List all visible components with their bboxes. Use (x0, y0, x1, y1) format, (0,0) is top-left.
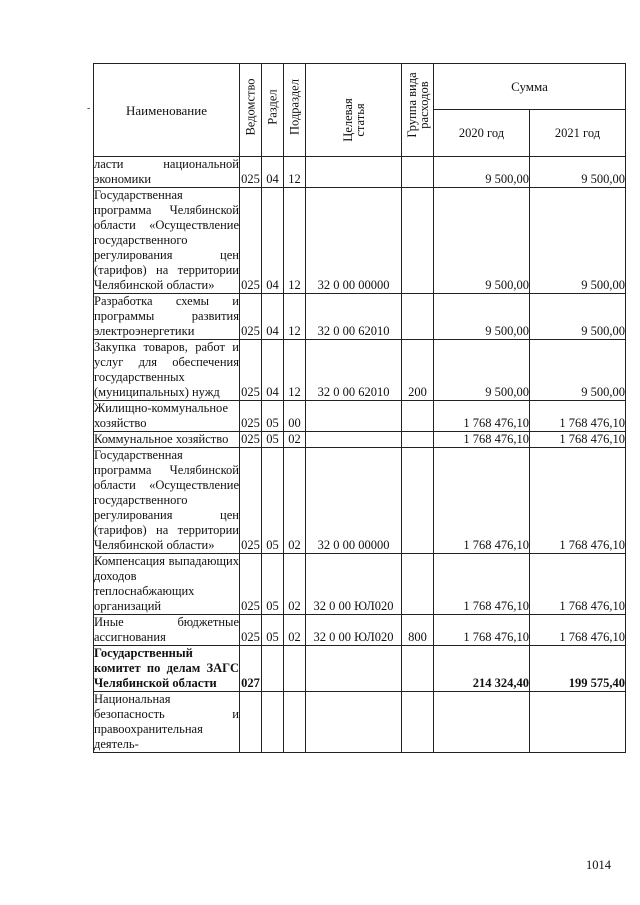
header-vedomstvo-label: Ведомство (243, 78, 257, 136)
header-celevaya-label: Целевая статья (340, 98, 367, 142)
cell-ved: 025 (240, 157, 262, 188)
cell-s2021: 9 500,00 (530, 340, 626, 401)
table-body (94, 157, 626, 753)
cell-cs (306, 692, 402, 753)
table-row (94, 448, 626, 554)
cell-ved (240, 692, 262, 753)
cell-podr: 12 (284, 294, 306, 340)
cell-name: Национальная безопасность и правоохранительная деятель- (94, 692, 239, 751)
cell-podr: 02 (284, 448, 306, 554)
budget-table (93, 63, 626, 753)
cell-cs: 32 0 00 ЮЛ020 (306, 615, 402, 646)
table-row (94, 692, 626, 753)
cell-ved: 025 (240, 340, 262, 401)
cell-name: Государственная программа Челябинской области «Осуществление государственного регулирования цен (тарифов) на территории Челябинской области» (94, 188, 239, 292)
cell-name: Государственная программа Челябинской области «Осуществление государственного регулирования цен (тарифов) на территории Челябинской области» (94, 448, 239, 552)
header-vedomstvo (240, 64, 262, 157)
header-gruppa (402, 64, 434, 157)
cell-name: ласти национальной экономики (94, 157, 239, 186)
cell-razd: 04 (262, 188, 284, 294)
cell-ved: 025 (240, 448, 262, 554)
cell-grp (402, 188, 434, 294)
cell-ved: 025 (241, 432, 260, 446)
cell-s2020 (434, 692, 530, 753)
cell-podr: 12 (284, 188, 306, 294)
cell-cs: 32 0 00 62010 (306, 294, 402, 340)
cell-razd: 05 (262, 554, 284, 615)
cell-grp: 200 (402, 340, 434, 401)
cell-razd: 05 (262, 448, 284, 554)
header-razdel (262, 64, 284, 157)
cell-ved: 025 (240, 188, 262, 294)
cell-podr: 02 (284, 615, 306, 646)
cell-ved: 027 (240, 646, 262, 692)
cell-s2020: 9 500,00 (434, 294, 530, 340)
cell-name: Государственный комитет по делам ЗАГС Челябинской области (94, 646, 239, 690)
cell-s2020: 9 500,00 (434, 157, 530, 188)
cell-ved: 025 (240, 401, 262, 432)
cell-s2021: 9 500,00 (530, 188, 626, 294)
cell-ved: 025 (240, 294, 262, 340)
table-row (94, 432, 626, 448)
header-name: Наименование (94, 64, 240, 157)
cell-grp (402, 401, 434, 432)
table-header-row (94, 64, 626, 110)
cell-cs: 32 0 00 00000 (306, 448, 402, 554)
cell-podr: 00 (284, 401, 306, 432)
cell-ved: 025 (240, 554, 262, 615)
cell-podr: 12 (284, 157, 306, 188)
cell-s2021: 9 500,00 (530, 294, 626, 340)
cell-grp (402, 692, 434, 753)
cell-podr: 12 (284, 340, 306, 401)
header-celevaya (306, 64, 402, 157)
cell-razd: 04 (262, 157, 284, 188)
cell-s2021: 199 575,40 (530, 646, 626, 692)
table-row (94, 615, 626, 646)
table-row (94, 401, 626, 432)
cell-grp: 800 (402, 615, 434, 646)
table-row (94, 157, 626, 188)
cell-s2021: 1 768 476,10 (530, 554, 626, 615)
cell-razd: 05 (262, 401, 284, 432)
cell-s2020: 214 324,40 (434, 646, 530, 692)
cell-podr (284, 646, 306, 692)
cell-s2021: 1 768 476,10 (530, 448, 626, 554)
table-row (94, 188, 626, 294)
cell-cs: 32 0 00 62010 (306, 340, 402, 401)
cell-s2020: 1 768 476,10 (434, 448, 530, 554)
cell-cs (306, 646, 402, 692)
cell-grp (402, 554, 434, 615)
cell-cs (306, 157, 402, 188)
cell-razd: 04 (262, 294, 284, 340)
cell-cs (306, 432, 402, 448)
page-number: 1014 (586, 858, 611, 872)
cell-podr: 02 (284, 554, 306, 615)
cell-razd: 05 (262, 615, 284, 646)
cell-razd: 04 (262, 340, 284, 401)
cell-s2021: 1 768 476,10 (530, 401, 626, 432)
header-podrazdel-label: Подраздел (287, 79, 301, 135)
cell-s2021 (530, 692, 626, 753)
cell-s2021: 1 768 476,10 (530, 615, 626, 646)
cell-ved: 025 (240, 615, 262, 646)
header-gruppa-label: Группа вида расходов (404, 72, 431, 138)
cell-name: Закупка товаров, работ и услуг для обеспечения государственных (муниципальных) нужд (94, 340, 239, 399)
cell-razd (262, 646, 284, 692)
cell-cs (306, 401, 402, 432)
header-podrazdel (284, 64, 306, 157)
cell-s2021: 1 768 476,10 (530, 432, 626, 448)
cell-s2020: 9 500,00 (434, 340, 530, 401)
header-razdel-label: Раздел (265, 89, 279, 125)
cell-podr (284, 692, 306, 753)
cell-razd (262, 692, 284, 753)
header-year-2020: 2020 год (434, 110, 530, 157)
cell-s2020: 1 768 476,10 (434, 401, 530, 432)
cell-cs: 32 0 00 ЮЛ020 (306, 554, 402, 615)
cell-grp (402, 294, 434, 340)
table-row (94, 294, 626, 340)
cell-name: Коммунальное хозяйство (94, 432, 240, 448)
cell-s2021: 9 500,00 (530, 157, 626, 188)
cell-name: Жилищно-коммунальное хозяйство (94, 401, 240, 432)
cell-grp (402, 432, 434, 448)
margin-mark: - (87, 103, 91, 114)
cell-podr: 02 (284, 432, 306, 448)
cell-s2020: 1 768 476,10 (434, 554, 530, 615)
cell-grp (402, 157, 434, 188)
cell-name: Разработка схемы и программы развития электроэнергетики (94, 294, 239, 338)
cell-name: Компенсация выпадающих доходов теплоснабжающих организаций (94, 554, 239, 613)
cell-s2020: 9 500,00 (434, 188, 530, 294)
table-row (94, 554, 626, 615)
cell-s2020: 1 768 476,10 (434, 432, 530, 448)
header-year-2021: 2021 год (530, 110, 626, 157)
cell-cs: 32 0 00 00000 (306, 188, 402, 294)
cell-razd: 05 (262, 432, 284, 448)
header-summa: Сумма (434, 64, 626, 110)
cell-grp (402, 646, 434, 692)
table-row (94, 340, 626, 401)
cell-name: Иные бюджетные ассигнования (94, 615, 239, 644)
cell-s2020: 1 768 476,10 (434, 615, 530, 646)
table-row (94, 646, 626, 692)
cell-grp (402, 448, 434, 554)
